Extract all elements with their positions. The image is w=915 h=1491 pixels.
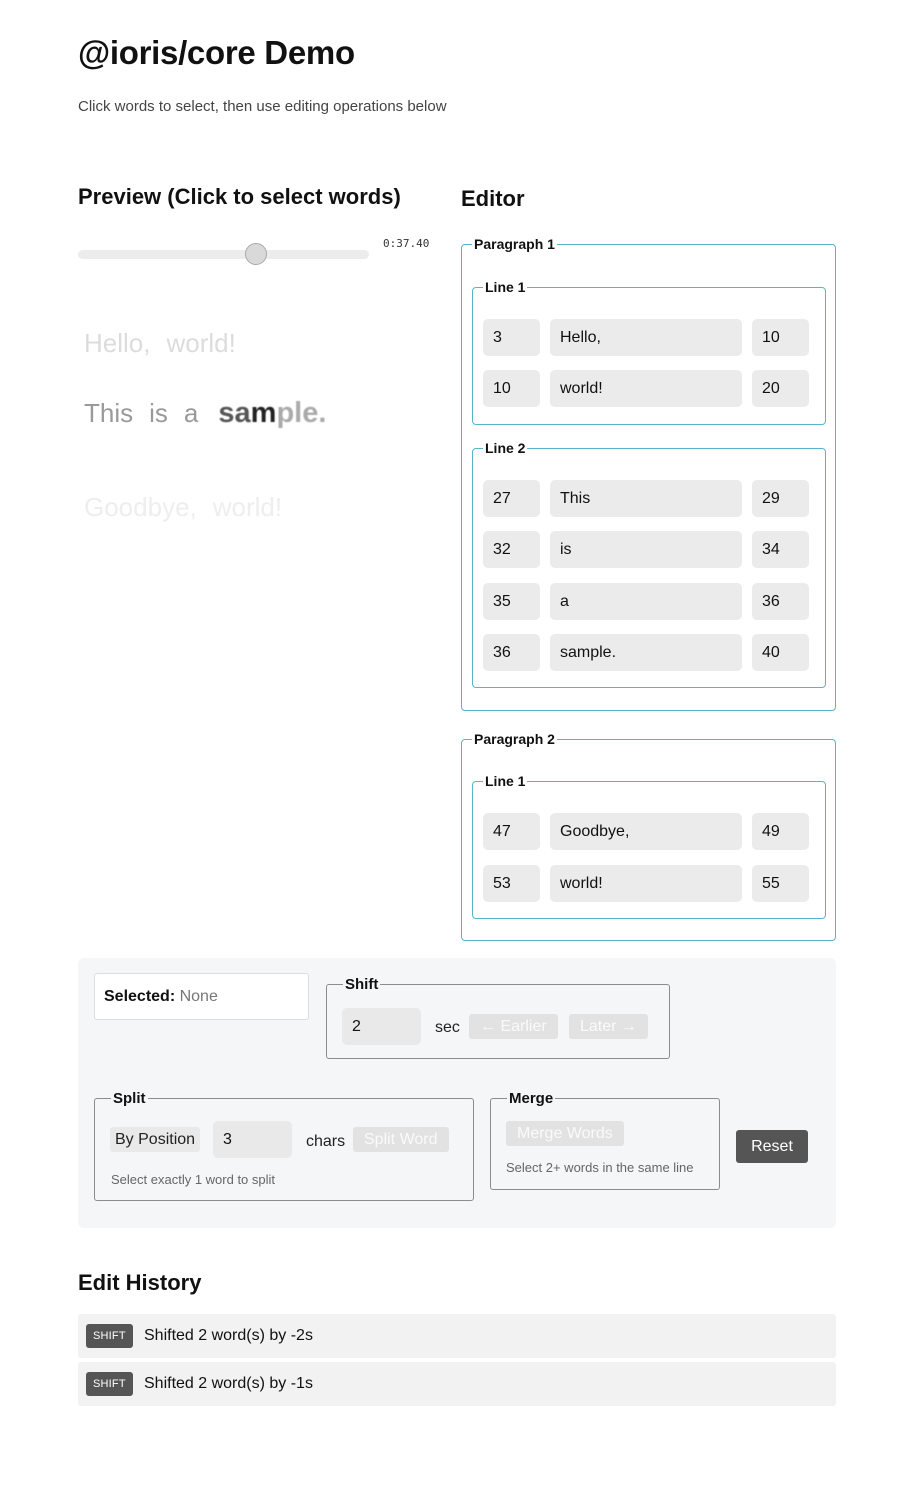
split-legend: Split — [113, 1090, 146, 1107]
word-start-input[interactable]: 47 — [483, 813, 540, 850]
word-text-input[interactable]: a — [550, 583, 742, 620]
word-end-input[interactable]: 29 — [752, 480, 809, 517]
split-unit-label: chars — [306, 1133, 346, 1150]
word-end-input[interactable]: 49 — [752, 813, 809, 850]
word-end-input[interactable]: 20 — [752, 370, 809, 407]
line-label: Line 1 — [485, 773, 526, 789]
shift-later-button[interactable]: Later → — [569, 1014, 648, 1039]
merge-helper-text: Select 2+ words in the same line — [506, 1160, 694, 1175]
history-text: Shifted 2 word(s) by -2s — [144, 1327, 313, 1344]
preview-line — [84, 492, 298, 523]
page-subtitle: Click words to select, then use editing operations below — [78, 98, 447, 115]
history-item — [78, 1362, 836, 1406]
word-text-input[interactable]: world! — [550, 370, 742, 407]
preview-word[interactable]: Hello, — [84, 328, 151, 358]
history-text: Shifted 2 word(s) by -1s — [144, 1375, 313, 1392]
word-text-input[interactable]: Goodbye, — [550, 813, 742, 850]
preview-heading: Preview (Click to select words) — [78, 184, 401, 209]
preview-word[interactable]: Goodbye, — [84, 492, 197, 522]
line-label: Line 2 — [485, 440, 526, 456]
merge-words-button[interactable]: Merge Words — [506, 1121, 624, 1146]
word-text-input[interactable]: Hello, — [550, 319, 742, 356]
preview-line: This is a sample. — [84, 397, 327, 429]
word-end-input[interactable]: 36 — [752, 583, 809, 620]
editor-heading: Editor — [461, 186, 525, 211]
playback-timecode: 0:37.40 — [383, 237, 430, 250]
word-start-input[interactable]: 3 — [483, 319, 540, 356]
reset-button[interactable]: Reset — [736, 1130, 808, 1163]
history-badge: SHIFT — [86, 1324, 133, 1348]
paragraph-label: Paragraph 1 — [474, 236, 555, 252]
split-mode-select[interactable]: By Position — [110, 1127, 200, 1152]
page-title: @ioris/core Demo — [78, 34, 355, 71]
word-text-input[interactable]: sample. — [550, 634, 742, 671]
selected-label: Selected: — [104, 988, 176, 1005]
shift-legend: Shift — [345, 976, 379, 993]
preview-word[interactable]: This — [84, 398, 134, 428]
split-helper-text: Select exactly 1 word to split — [111, 1172, 276, 1187]
word-end-input[interactable]: 34 — [752, 531, 809, 568]
word-text-input[interactable]: world! — [550, 865, 742, 902]
word-text-input[interactable]: is — [550, 531, 742, 568]
history-heading: Edit History — [78, 1270, 202, 1295]
word-start-input[interactable]: 36 — [483, 634, 540, 671]
playback-slider-track[interactable] — [78, 250, 369, 259]
selected-value: None — [179, 988, 218, 1005]
split-word-button[interactable]: Split Word — [353, 1127, 449, 1152]
word-start-input[interactable]: 10 — [483, 370, 540, 407]
merge-legend: Merge — [509, 1090, 554, 1107]
playback-slider-knob[interactable] — [245, 243, 267, 265]
word-end-input[interactable]: 55 — [752, 865, 809, 902]
shift-amount-input[interactable]: 2 — [342, 1008, 421, 1045]
preview-word[interactable]: is — [149, 398, 168, 428]
shift-earlier-button[interactable]: ← Earlier — [469, 1014, 558, 1039]
history-badge: SHIFT — [86, 1372, 133, 1396]
word-start-input[interactable]: 32 — [483, 531, 540, 568]
word-end-input[interactable]: 10 — [752, 319, 809, 356]
split-position-input[interactable]: 3 — [213, 1121, 292, 1158]
preview-word[interactable]: world! — [166, 328, 236, 358]
selected-status — [94, 973, 309, 1020]
word-end-input[interactable]: 40 — [752, 634, 809, 671]
paragraph-label: Paragraph 2 — [474, 731, 555, 747]
word-start-input[interactable]: 35 — [483, 583, 540, 620]
preview-word[interactable]: a — [183, 398, 199, 428]
word-start-input[interactable]: 27 — [483, 480, 540, 517]
preview-line — [84, 328, 252, 359]
word-text-input[interactable]: This — [550, 480, 742, 517]
preview-word[interactable]: world! — [212, 492, 283, 522]
word-start-input[interactable]: 53 — [483, 865, 540, 902]
history-item — [78, 1314, 836, 1358]
line-label: Line 1 — [485, 279, 526, 295]
shift-unit-label: sec — [435, 1019, 460, 1036]
